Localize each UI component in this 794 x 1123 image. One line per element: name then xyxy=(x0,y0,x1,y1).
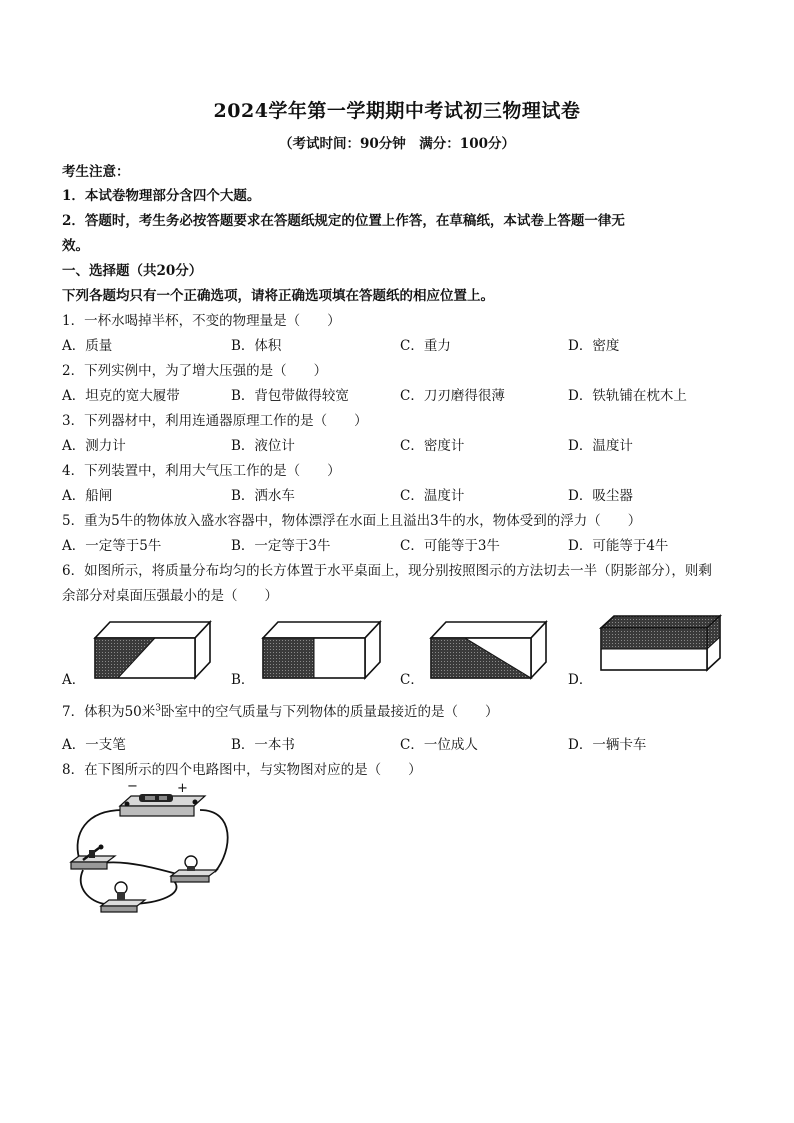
question-3-option-d: D．温度计 xyxy=(568,438,633,454)
question-5-option-b: B．一定等于3牛 xyxy=(231,538,331,554)
question-6-stem-line2: 余部分对桌面压强最小的是（ ） xyxy=(62,588,278,604)
question-6-label-b: B． xyxy=(231,672,255,688)
circuit-photo xyxy=(65,780,265,920)
figure-a-block xyxy=(95,622,210,678)
question-7-stem xyxy=(62,700,499,720)
question-6-label-a: A． xyxy=(62,672,86,688)
question-3-option-c: C．密度计 xyxy=(400,438,465,454)
figure-d-block xyxy=(601,616,720,670)
question-2-option-b: B．背包带做得较宽 xyxy=(231,388,349,404)
question-7-option-d: D．一辆卡车 xyxy=(568,737,647,753)
notice-heading: 考生注意： xyxy=(62,164,130,180)
question-4-option-d: D．吸尘器 xyxy=(568,488,633,504)
exam-title: 2024学年第一学期期中考试初三物理试卷 xyxy=(213,100,581,122)
question-7-option-c: C．一位成人 xyxy=(400,737,478,753)
notice-item-1: 1．本试卷物理部分含四个大题。 xyxy=(62,188,261,204)
section-heading: 一、选择题（共20分） xyxy=(62,263,203,279)
question-4-option-c: C．温度计 xyxy=(400,488,465,504)
question-7-option-b: B．一本书 xyxy=(231,737,295,753)
notice-item-2-line2: 效。 xyxy=(62,238,89,254)
question-5-option-a: A．一定等于5牛 xyxy=(62,538,162,554)
battery-plus-sign: + xyxy=(177,781,188,796)
question-7-stem-post: 卧室中的空气质量与下列物体的质量最接近的是（ ） xyxy=(161,704,499,720)
question-5-option-c: C．可能等于3牛 xyxy=(400,538,500,554)
question-3-option-a: A．测力计 xyxy=(62,438,126,454)
question-5-stem: 5．重为5牛的物体放入盛水容器中，物体漂浮在水面上且溢出3牛的水，物体受到的浮力（ ） xyxy=(62,513,642,529)
question-1-option-c: C．重力 xyxy=(400,338,451,354)
question-2-option-c: C．刀刃磨得很薄 xyxy=(400,388,505,404)
question-5-option-d: D．可能等于4牛 xyxy=(568,538,669,554)
figure-b-block xyxy=(263,622,380,678)
question-2-option-a: A．坦克的宽大履带 xyxy=(62,388,180,404)
question-6-stem-line1: 6．如图所示，将质量分布均匀的长方体置于水平桌面上，现分别按照图示的方法切去一半（阴影部分），则剩 xyxy=(62,563,712,579)
battery-box xyxy=(120,794,205,816)
section-instruction: 下列各题均只有一个正确选项，请将正确选项填在答题纸的相应位置上。 xyxy=(62,288,494,304)
bulb-right xyxy=(171,856,217,882)
question-1-option-b: B．体积 xyxy=(231,338,282,354)
question-1-stem: 1．一杯水喝掉半杯，不变的物理量是（ ） xyxy=(62,313,341,329)
exam-subtitle: （考试时间：90分钟 满分：100分） xyxy=(279,136,515,152)
question-7-stem-pre: 7．体积为50米 xyxy=(62,704,156,720)
question-4-stem: 4．下列装置中，利用大气压工作的是（ ） xyxy=(62,463,341,479)
figure-c-block xyxy=(431,622,546,678)
question-3-stem: 3．下列器材中，利用连通器原理工作的是（ ） xyxy=(62,413,368,429)
bulb-bottom xyxy=(101,882,145,912)
question-3-option-b: B．液位计 xyxy=(231,438,295,454)
question-2-option-d: D．铁轨铺在枕木上 xyxy=(568,388,687,404)
battery-minus-sign: − xyxy=(127,779,138,794)
question-6-label-c: C． xyxy=(400,672,424,688)
notice-item-2-line1: 2．答题时，考生务必按答题要求在答题纸规定的位置上作答，在草稿纸，本试卷上答题一律无 xyxy=(62,213,625,229)
question-2-stem: 2．下列实例中，为了增大压强的是（ ） xyxy=(62,363,328,379)
question-1-option-a: A．质量 xyxy=(62,338,113,354)
question-8-stem: 8．在下图所示的四个电路图中，与实物图对应的是（ ） xyxy=(62,762,422,778)
question-7-stem-sup: 3 xyxy=(155,703,162,714)
question-6-figures xyxy=(0,610,794,710)
question-1-option-d: D．密度 xyxy=(568,338,620,354)
question-7-option-a: A．一支笔 xyxy=(62,737,126,753)
question-4-option-a: A．船闸 xyxy=(62,488,113,504)
question-6-label-d: D． xyxy=(568,672,593,688)
question-4-option-b: B．洒水车 xyxy=(231,488,295,504)
